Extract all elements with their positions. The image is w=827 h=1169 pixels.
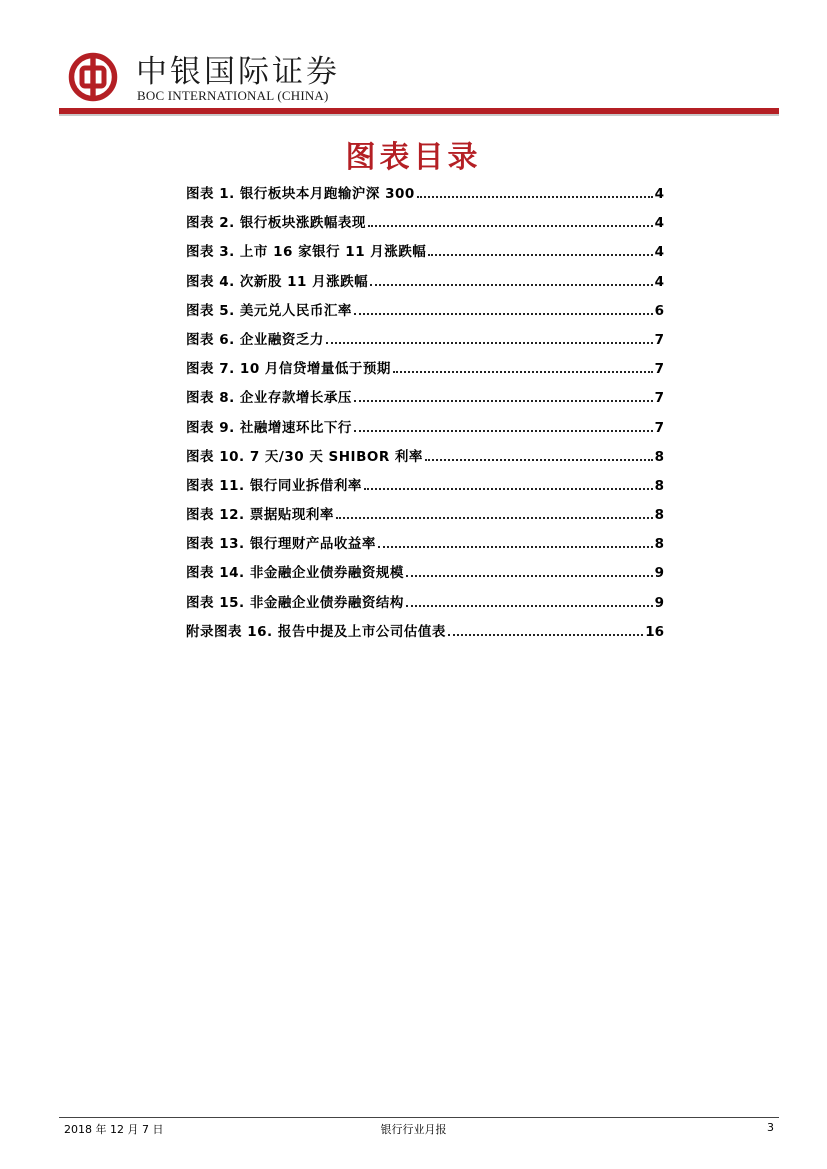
toc-entry[interactable] <box>186 474 664 503</box>
toc-entry-label: 图表 7. 10 月信贷增量低于预期 <box>186 361 391 378</box>
toc-entry-page: 9 <box>654 565 664 582</box>
toc-entry-label: 图表 2. 银行板块涨跌幅表现 <box>186 215 366 232</box>
toc-entry[interactable] <box>186 445 664 474</box>
toc-entry-page: 8 <box>654 507 664 524</box>
toc-entry-page: 4 <box>654 215 664 232</box>
toc-entry[interactable] <box>186 357 664 386</box>
toc-entry-label: 图表 10. 7 天/30 天 SHIBOR 利率 <box>186 448 423 465</box>
footer-date: 2018 年 12 月 7 日 <box>64 1123 164 1136</box>
footer-report-name: 银行行业月报 <box>380 1123 447 1136</box>
toc-entry-label: 图表 13. 银行理财产品收益率 <box>186 536 376 553</box>
toc-entry-page: 7 <box>654 390 664 407</box>
toc-entry[interactable] <box>186 299 664 328</box>
brand-name-english: BOC INTERNATIONAL (CHINA) <box>137 88 329 103</box>
toc-entry[interactable] <box>186 270 664 299</box>
toc-dot-leader <box>370 283 652 286</box>
toc-dot-leader <box>425 458 653 461</box>
toc-entry[interactable] <box>186 182 664 211</box>
toc-dot-leader <box>406 604 653 607</box>
toc-entry[interactable] <box>186 532 664 561</box>
toc-entry-label: 附录图表 16. 报告中提及上市公司估值表 <box>186 623 446 640</box>
toc-entry[interactable] <box>186 503 664 532</box>
toc-dot-leader <box>336 516 653 519</box>
toc-dot-leader <box>378 545 653 548</box>
toc-entry[interactable] <box>186 416 664 445</box>
toc-entry-label: 图表 15. 非金融企业债券融资结构 <box>186 594 404 611</box>
toc-entry-label: 图表 3. 上市 16 家银行 11 月涨跌幅 <box>186 244 427 261</box>
toc-entry-label: 图表 5. 美元兑人民币汇率 <box>186 302 352 319</box>
toc-entry[interactable] <box>186 591 664 620</box>
toc-entry-page: 4 <box>654 273 664 290</box>
toc-entry-page: 9 <box>654 594 664 611</box>
toc-entry-label: 图表 4. 次新股 11 月涨跌幅 <box>186 273 369 290</box>
toc-dot-leader <box>428 253 652 256</box>
toc-entry[interactable] <box>186 328 664 357</box>
footer-page-number: 3 <box>767 1121 774 1134</box>
toc-entry[interactable] <box>186 561 664 590</box>
toc-dot-leader <box>354 399 653 402</box>
brand-name-chinese: 中银国际证券 <box>136 54 340 90</box>
toc-entry-label: 图表 6. 企业融资乏力 <box>186 331 324 348</box>
toc-entry-page: 8 <box>654 477 664 494</box>
toc-dot-leader <box>406 574 653 577</box>
toc-entry[interactable] <box>186 620 664 649</box>
toc-entry-label: 图表 9. 社融增速环比下行 <box>186 419 352 436</box>
toc-entry-page: 4 <box>654 186 664 202</box>
toc-entry-page: 8 <box>654 448 664 465</box>
page-title: 图表目录 <box>345 140 482 175</box>
toc-dot-leader <box>368 224 653 227</box>
bank-of-china-logo-icon <box>68 52 118 102</box>
toc-entry-label: 图表 12. 票据贴现利率 <box>186 507 334 524</box>
toc-dot-leader <box>354 312 653 315</box>
toc-dot-leader <box>326 341 653 344</box>
toc-entry-page: 6 <box>654 302 664 319</box>
toc-entry[interactable] <box>186 211 664 240</box>
toc-dot-leader <box>417 195 653 198</box>
toc-entry[interactable] <box>186 240 664 269</box>
toc-dot-leader <box>354 429 653 432</box>
toc-entry-label: 图表 8. 企业存款增长承压 <box>186 390 352 407</box>
toc-entry-page: 16 <box>645 623 664 640</box>
toc-entry-page: 7 <box>654 361 664 378</box>
toc-entry-label: 图表 14. 非金融企业债券融资规模 <box>186 565 404 582</box>
footer-divider <box>59 1117 779 1118</box>
toc-entry-page: 4 <box>654 244 664 261</box>
toc-entry-label: 图表 1. 银行板块本月跑输沪深 300 <box>186 186 415 202</box>
toc-entry-label: 图表 11. 银行同业拆借利率 <box>186 477 362 494</box>
toc-dot-leader <box>448 633 643 636</box>
header-divider-gray <box>59 114 779 116</box>
toc-dot-leader <box>364 487 653 490</box>
toc-entry-page: 8 <box>654 536 664 553</box>
toc-entry[interactable] <box>186 386 664 415</box>
toc-dot-leader <box>393 370 653 373</box>
table-of-figures <box>186 182 664 649</box>
toc-entry-page: 7 <box>654 331 664 348</box>
toc-entry-page: 7 <box>654 419 664 436</box>
